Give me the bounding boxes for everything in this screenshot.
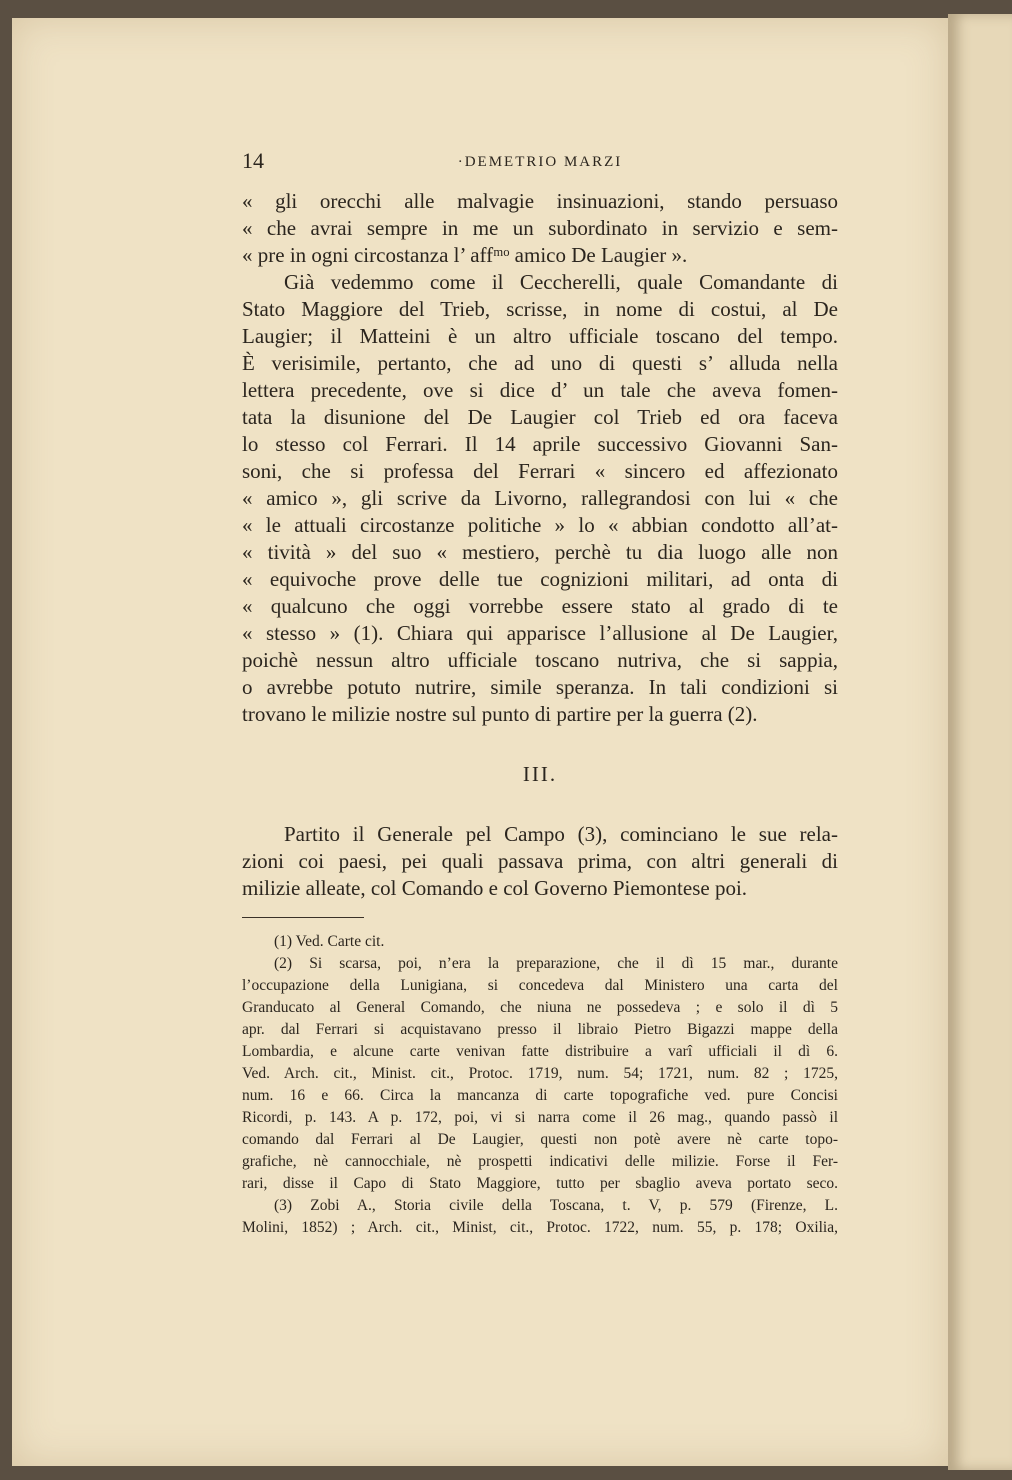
text-line: Laugier; il Matteini è un altro ufficiale toscano del tempo. [242,324,838,348]
text-line: milizie alleate, col Comando e col Governo Piemontese poi. [242,876,748,900]
text-line: poichè nessun altro ufficiale toscano nutriva, che si sappia, [242,648,838,672]
text-line: soni, che si professa del Ferrari « sincero ed affezionato [242,459,838,483]
footnote-line: Ved. Arch. cit., Minist. cit., Protoc. 1719, num. 54; 1721, num. 82 ; 1725, [242,1065,838,1082]
footnote-line: rari, disse il Capo di Stato Maggiore, tutto per sbaglio aveva portato seco. [242,1175,838,1192]
text-line: « pre in ogni circostanza l’ affᵐᵒ amico De Laugier ». [242,243,688,267]
section-text [242,821,838,902]
main-text [242,188,838,728]
text-line: zioni coi paesi, pei quali passava prima, con altri generali di [242,849,838,873]
text-line: lettera precedente, ove si dice d’ un tale che aveva fomen- [242,378,838,402]
footnote-divider [242,917,364,918]
footnotes [242,931,838,1239]
footnote-line: (1) Ved. Carte cit. [274,933,385,950]
text-line: Stato Maggiore del Trieb, scrisse, in nome di costui, al De [242,297,838,321]
text-line: « le attuali circostanze politiche » lo « abbian condotto all’at- [242,513,838,537]
facing-page-edge [948,14,1012,1470]
footnote-line: num. 16 e 66. Circa la mancanza di carte topografiche ved. pure Concisi [242,1087,838,1104]
section-heading: III. [522,762,558,786]
footnote-line: Molini, 1852) ; Arch. cit., Minist, cit., Protoc. 1722, num. 55, p. 178; Oxilia, [242,1219,838,1236]
footnote-line: Granducato al General Comando, che niuna ne possedeva ; e solo il dì 5 [242,999,838,1016]
footnote-line: comando dal Ferrari al De Laugier, questi non potè avere nè carte topo- [242,1131,838,1148]
footnote-line: (3) Zobi A., Storia civile della Toscana, t. V, p. 579 (Firenze, L. [274,1197,838,1214]
text-line: tata la disunione del De Laugier col Trieb ed ora faceva [242,405,838,429]
page-header [242,148,838,176]
running-head: ·DEMETRIO MARZI [457,154,623,170]
text-line: Partito il Generale pel Campo (3), cominciano le sue rela- [284,822,838,846]
footnote-line: apr. dal Ferrari si acquistavano presso il libraio Pietro Bigazzi mappe della [242,1021,838,1038]
text-line: « amico », gli scrive da Livorno, rallegrandosi con lui « che [242,486,838,510]
page-number: 14 [242,148,264,173]
text-line: o avrebbe potuto nutrire, simile speranza. In tali condizioni si [242,675,838,699]
text-line: « gli orecchi alle malvagie insinuazioni, stando persuaso [242,189,838,213]
text-line: Già vedemmo come il Ceccherelli, quale Comandante di [284,270,838,294]
text-line: « tività » del suo « mestiero, perchè tu dia luogo alle non [242,540,838,564]
footnote-line: Ricordi, p. 143. A p. 172, poi, vi si narra come il 26 mag., quando passò il [242,1109,838,1126]
footnote-line: Lombardia, e alcune carte venivan fatte distribuire a varî ufficiali il dì 6. [242,1043,838,1060]
footnote-line: grafiche, nè cannocchiale, nè prospetti indicativi delle milizie. Forse il Fer- [242,1153,838,1170]
text-line: lo stesso col Ferrari. Il 14 aprile successivo Giovanni San- [242,432,838,456]
text-line: trovano le milizie nostre sul punto di partire per la guerra (2). [242,702,758,726]
text-line: È verisimile, pertanto, che ad uno di questi s’ alluda nella [242,351,838,375]
footnote-line: l’occupazione della Lunigiana, si concedeva dal Ministero una carta del [242,977,838,994]
text-line: « che avrai sempre in me un subordinato in servizio e sem- [242,216,838,240]
text-line: « equivoche prove delle tue cognizioni militari, ad onta di [242,567,838,591]
text-line: « qualcuno che oggi vorrebbe essere stato al grado di te [242,594,838,618]
footnote-line: (2) Si scarsa, poi, n’era la preparazione, che il dì 15 mar., durante [274,955,838,972]
text-line: « stesso » (1). Chiara qui apparisce l’allusione al De Laugier, [242,621,838,645]
